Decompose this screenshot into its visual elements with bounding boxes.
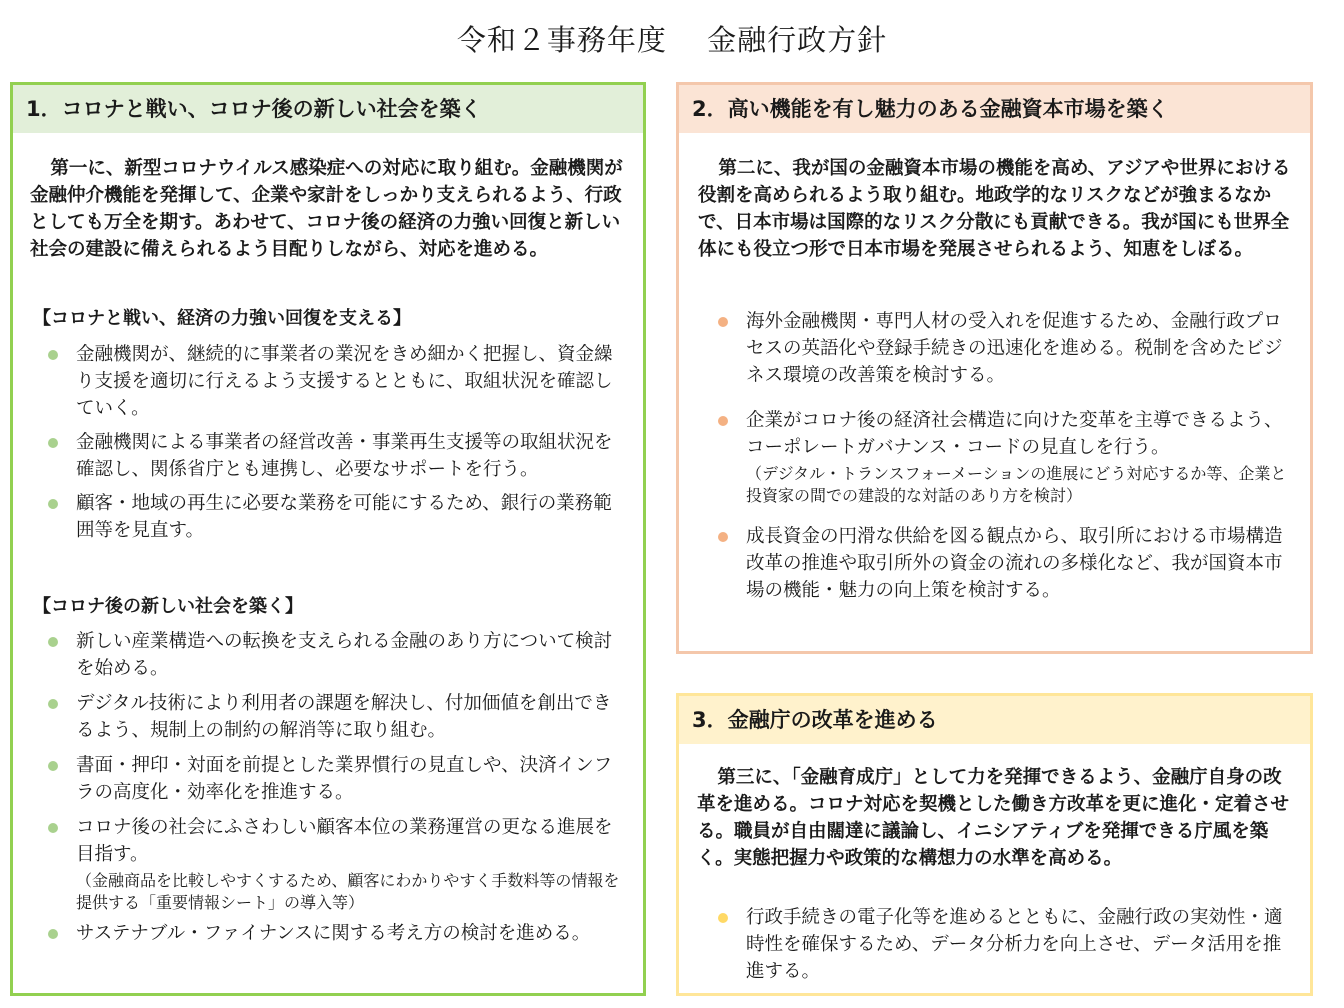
bullet-icon <box>48 699 58 709</box>
section-3-heading: 3．金融庁の改革を進める <box>679 696 1310 744</box>
list-item-text: デジタル技術により利用者の課題を解決し、付加価値を創出できるよう、規制上の制約の解消等に取り組む。 <box>76 693 612 741</box>
section-2-panel <box>676 82 1313 654</box>
bullet-icon <box>48 499 58 509</box>
list-item-text: コロナ後の社会にふさわしい顧客本位の業務運営の更なる進展を目指す。 <box>76 817 613 865</box>
list-item <box>46 690 628 744</box>
bullet-icon <box>48 823 58 833</box>
list-item <box>46 814 628 914</box>
list-item-text: 新しい産業構造への転換を支えられる金融のあり方について検討を始める。 <box>76 631 613 679</box>
list-item-text: 金融機関による事業者の経営改善・事業再生支援等の取組状況を確認し、関係省庁とも連携し、必要なサポートを行う。 <box>76 432 613 480</box>
list-item <box>716 407 1296 507</box>
list-item-text: 成長資金の円滑な供給を図る観点から、取引所における市場構造改革の推進や取引所外の資金の流れの多様化など、我が国資本市場の機能・魅力の向上策を検討する。 <box>746 526 1283 601</box>
bullet-icon <box>48 438 58 448</box>
bullet-icon <box>718 532 728 542</box>
section-2-heading: 2．高い機能を有し魅力のある金融資本市場を築く <box>679 85 1310 133</box>
section-1-subheading-recovery: 【コロナと戦い、経済の力強い回復を支える】 <box>33 308 411 329</box>
list-item-text: サステナブル・ファイナンスに関する考え方の検討を進める。 <box>76 923 591 944</box>
section-1-heading: 1．コロナと戦い、コロナ後の新しい社会を築く <box>13 85 643 133</box>
list-item <box>46 341 628 422</box>
bullet-icon <box>718 913 728 923</box>
section-1-intro: 第一に、新型コロナウイルス感染症への対応に取り組む。金融機関が金融仲介機能を発揮して、企業や家計をしっかり支えられるよう、行政としても万全を期す。あわせて、コロナ後の経済の力強い回復と新しい社会の建設に備えられるよう目配りしながら、対応を進める。 <box>30 158 623 260</box>
section-1-subheading-new-society: 【コロナ後の新しい社会を築く】 <box>33 596 303 617</box>
list-item <box>46 628 628 682</box>
list-item-text: 企業がコロナ後の経済社会構造に向けた変革を主導できるよう、コーポレートガバナンス・コードの見直しを行う。 <box>746 410 1283 458</box>
bullet-icon <box>48 350 58 360</box>
list-item <box>46 490 628 544</box>
list-item-text: 海外金融機関・専門人材の受入れを促進するため、金融行政プロセスの英語化や登録手続きの迅速化を進める。税制を含めたビジネス環境の改善策を検討する。 <box>746 311 1283 386</box>
section-3-panel <box>676 693 1313 996</box>
section-2-intro: 第二に、我が国の金融資本市場の機能を高め、アジアや世界における役割を高められるよう取り組む。地政学的なリスクなどが強まるなかで、日本市場は国際的なリスク分散にも貢献できる。我が国にも世界全体にも役立つ形で日本市場を発展させられるよう、知恵をしぼる。 <box>698 158 1291 260</box>
section-1-list-recovery <box>46 341 628 544</box>
list-item <box>46 920 628 947</box>
list-item <box>716 308 1296 389</box>
list-item-text: 金融機関が、継続的に事業者の業況をきめ細かく把握し、資金繰り支援を適切に行えるよう支援するとともに、取組状況を確認していく。 <box>76 344 613 419</box>
section-1-list-new-society <box>46 628 628 947</box>
list-item-note: （金融商品を比較しやすくするため、顧客にわかりやすく手数料等の情報を提供する「重要情報シート」の導入等） <box>76 871 620 912</box>
bullet-icon <box>48 761 58 771</box>
bullet-icon <box>718 416 728 426</box>
list-item <box>716 904 1296 985</box>
bullet-icon <box>48 637 58 647</box>
list-item-text: 顧客・地域の再生に必要な業務を可能にするため、銀行の業務範囲等を見直す。 <box>76 493 612 541</box>
list-item <box>716 523 1296 604</box>
list-item-text: 行政手続きの電子化等を進めるとともに、金融行政の実効性・適時性を確保するため、データ分析力を向上させ、データ活用を推進する。 <box>746 907 1283 982</box>
section-2-list <box>716 308 1296 604</box>
section-1-panel <box>10 82 646 996</box>
list-item <box>46 752 628 806</box>
bullet-icon <box>718 317 728 327</box>
list-item-text: 書面・押印・対面を前提とした業界慣行の見直しや、決済インフラの高度化・効率化を推進する。 <box>76 755 613 803</box>
page-title: 令和２事務年度 金融行政方針 <box>456 23 888 57</box>
list-item-note: （デジタル・トランスフォーメーションの進展にどう対応するか等、企業と投資家の間での建設的な対話のあり方を検討） <box>746 464 1287 505</box>
list-item <box>46 429 628 483</box>
bullet-icon <box>48 929 58 939</box>
section-3-intro: 第三に、「金融育成庁」として力を発揮できるよう、金融庁自身の改革を進める。コロナ対応を契機とした働き方改革を更に進化・定着させる。職員が自由闊達に議論し、イニシアティブを発揮できる庁風を築く。実態把握力や政策的な構想力の水準を高める。 <box>697 767 1290 869</box>
section-3-list <box>716 904 1296 985</box>
